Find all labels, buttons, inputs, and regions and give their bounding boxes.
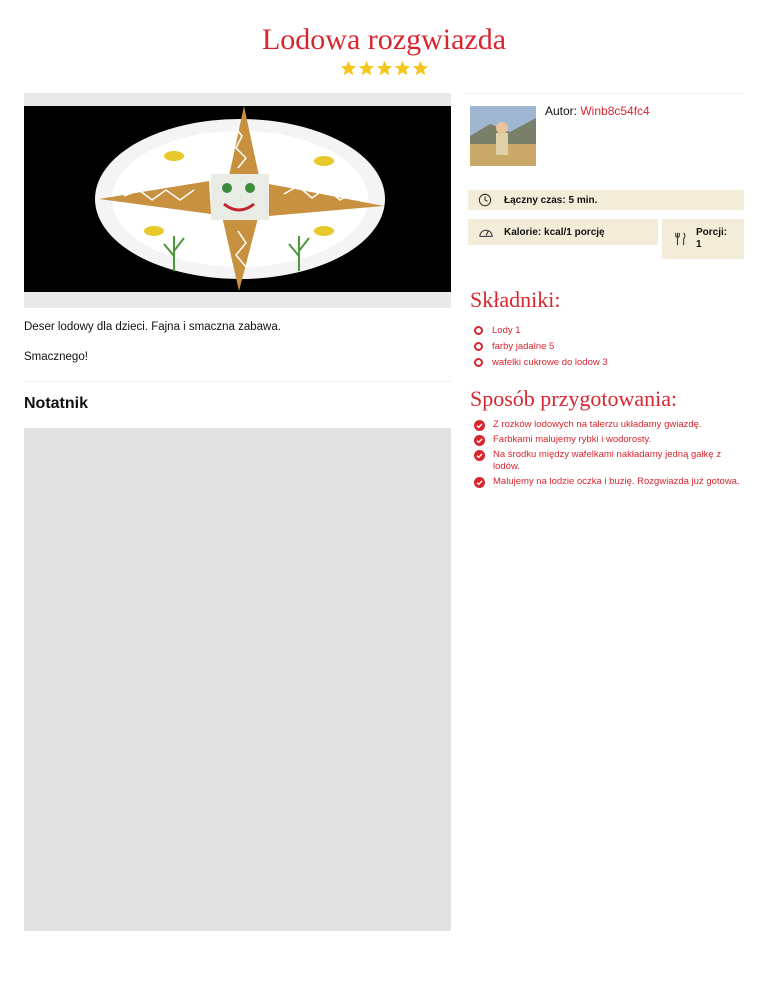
notes-heading: Notatnik xyxy=(24,395,88,412)
total-time-box xyxy=(468,190,744,210)
gauge-icon xyxy=(478,225,494,239)
ingredients-list xyxy=(474,322,746,370)
list-item xyxy=(474,449,746,473)
portions-box xyxy=(662,219,744,259)
rating-stars[interactable] xyxy=(340,60,429,78)
ingredient-text: farby jadalne 5 xyxy=(492,340,555,352)
star-icon xyxy=(376,60,393,77)
preparation-list xyxy=(474,419,746,491)
description-text: Deser lodowy dla dzieci. Fajna i smaczna zabawa. xyxy=(24,321,281,333)
recipe-description xyxy=(24,320,451,380)
check-circle-icon xyxy=(474,435,485,446)
ingredient-text: Lody 1 xyxy=(492,324,521,336)
circle-bullet-icon xyxy=(474,358,483,367)
fork-knife-icon xyxy=(674,232,688,246)
list-item xyxy=(474,476,746,488)
author-line xyxy=(545,104,650,118)
ingredients-heading: Składniki: xyxy=(470,287,561,312)
check-circle-icon xyxy=(474,477,485,488)
circle-bullet-icon xyxy=(474,326,483,335)
star-icon xyxy=(358,60,375,77)
list-item xyxy=(474,322,746,338)
list-item xyxy=(474,354,746,370)
calories-box xyxy=(468,219,658,245)
divider xyxy=(24,381,451,382)
recipe-title: Lodowa rozgwiazda xyxy=(261,23,507,56)
list-item xyxy=(474,338,746,354)
portions-value: 1 xyxy=(696,239,702,250)
list-item xyxy=(474,434,746,446)
author-label: Autor: xyxy=(545,104,578,118)
check-circle-icon xyxy=(474,420,485,431)
author-avatar[interactable] xyxy=(470,106,536,166)
star-icon xyxy=(412,60,429,77)
check-circle-icon xyxy=(474,450,485,461)
total-time-text: Łączny czas: 5 min. xyxy=(504,194,598,206)
step-text: Farbkami malujemy rybki i wodorosty. xyxy=(493,434,652,445)
divider xyxy=(462,93,744,94)
recipe-photo[interactable] xyxy=(24,106,451,292)
portions-label: Porcji: xyxy=(696,227,728,238)
preparation-heading: Sposób przygotowania: xyxy=(470,386,678,411)
ingredient-text: wafelki cukrowe do lodow 3 xyxy=(492,356,608,368)
step-text: Malujemy na lodzie oczka i buzię. Rozgwiazda już gotowa. xyxy=(493,476,740,487)
closing-text: Smacznego! xyxy=(24,351,88,363)
divider xyxy=(24,307,451,308)
portions-text xyxy=(696,227,727,251)
list-item xyxy=(474,419,746,431)
author-name-link[interactable]: Winb8c54fc4 xyxy=(580,104,650,118)
circle-bullet-icon xyxy=(474,342,483,351)
step-text: Z rozków lodowych na talerzu układamy gwiazdę. xyxy=(493,419,702,430)
clock-icon xyxy=(478,193,492,207)
notes-area[interactable] xyxy=(24,428,451,931)
star-icon xyxy=(394,60,411,77)
star-icon xyxy=(340,60,357,77)
calories-text: Kalorie: kcal/1 porcję xyxy=(504,226,605,238)
step-text: Na środku między wafelkami nakładamy jedną gałkę z lodów. xyxy=(493,449,722,472)
